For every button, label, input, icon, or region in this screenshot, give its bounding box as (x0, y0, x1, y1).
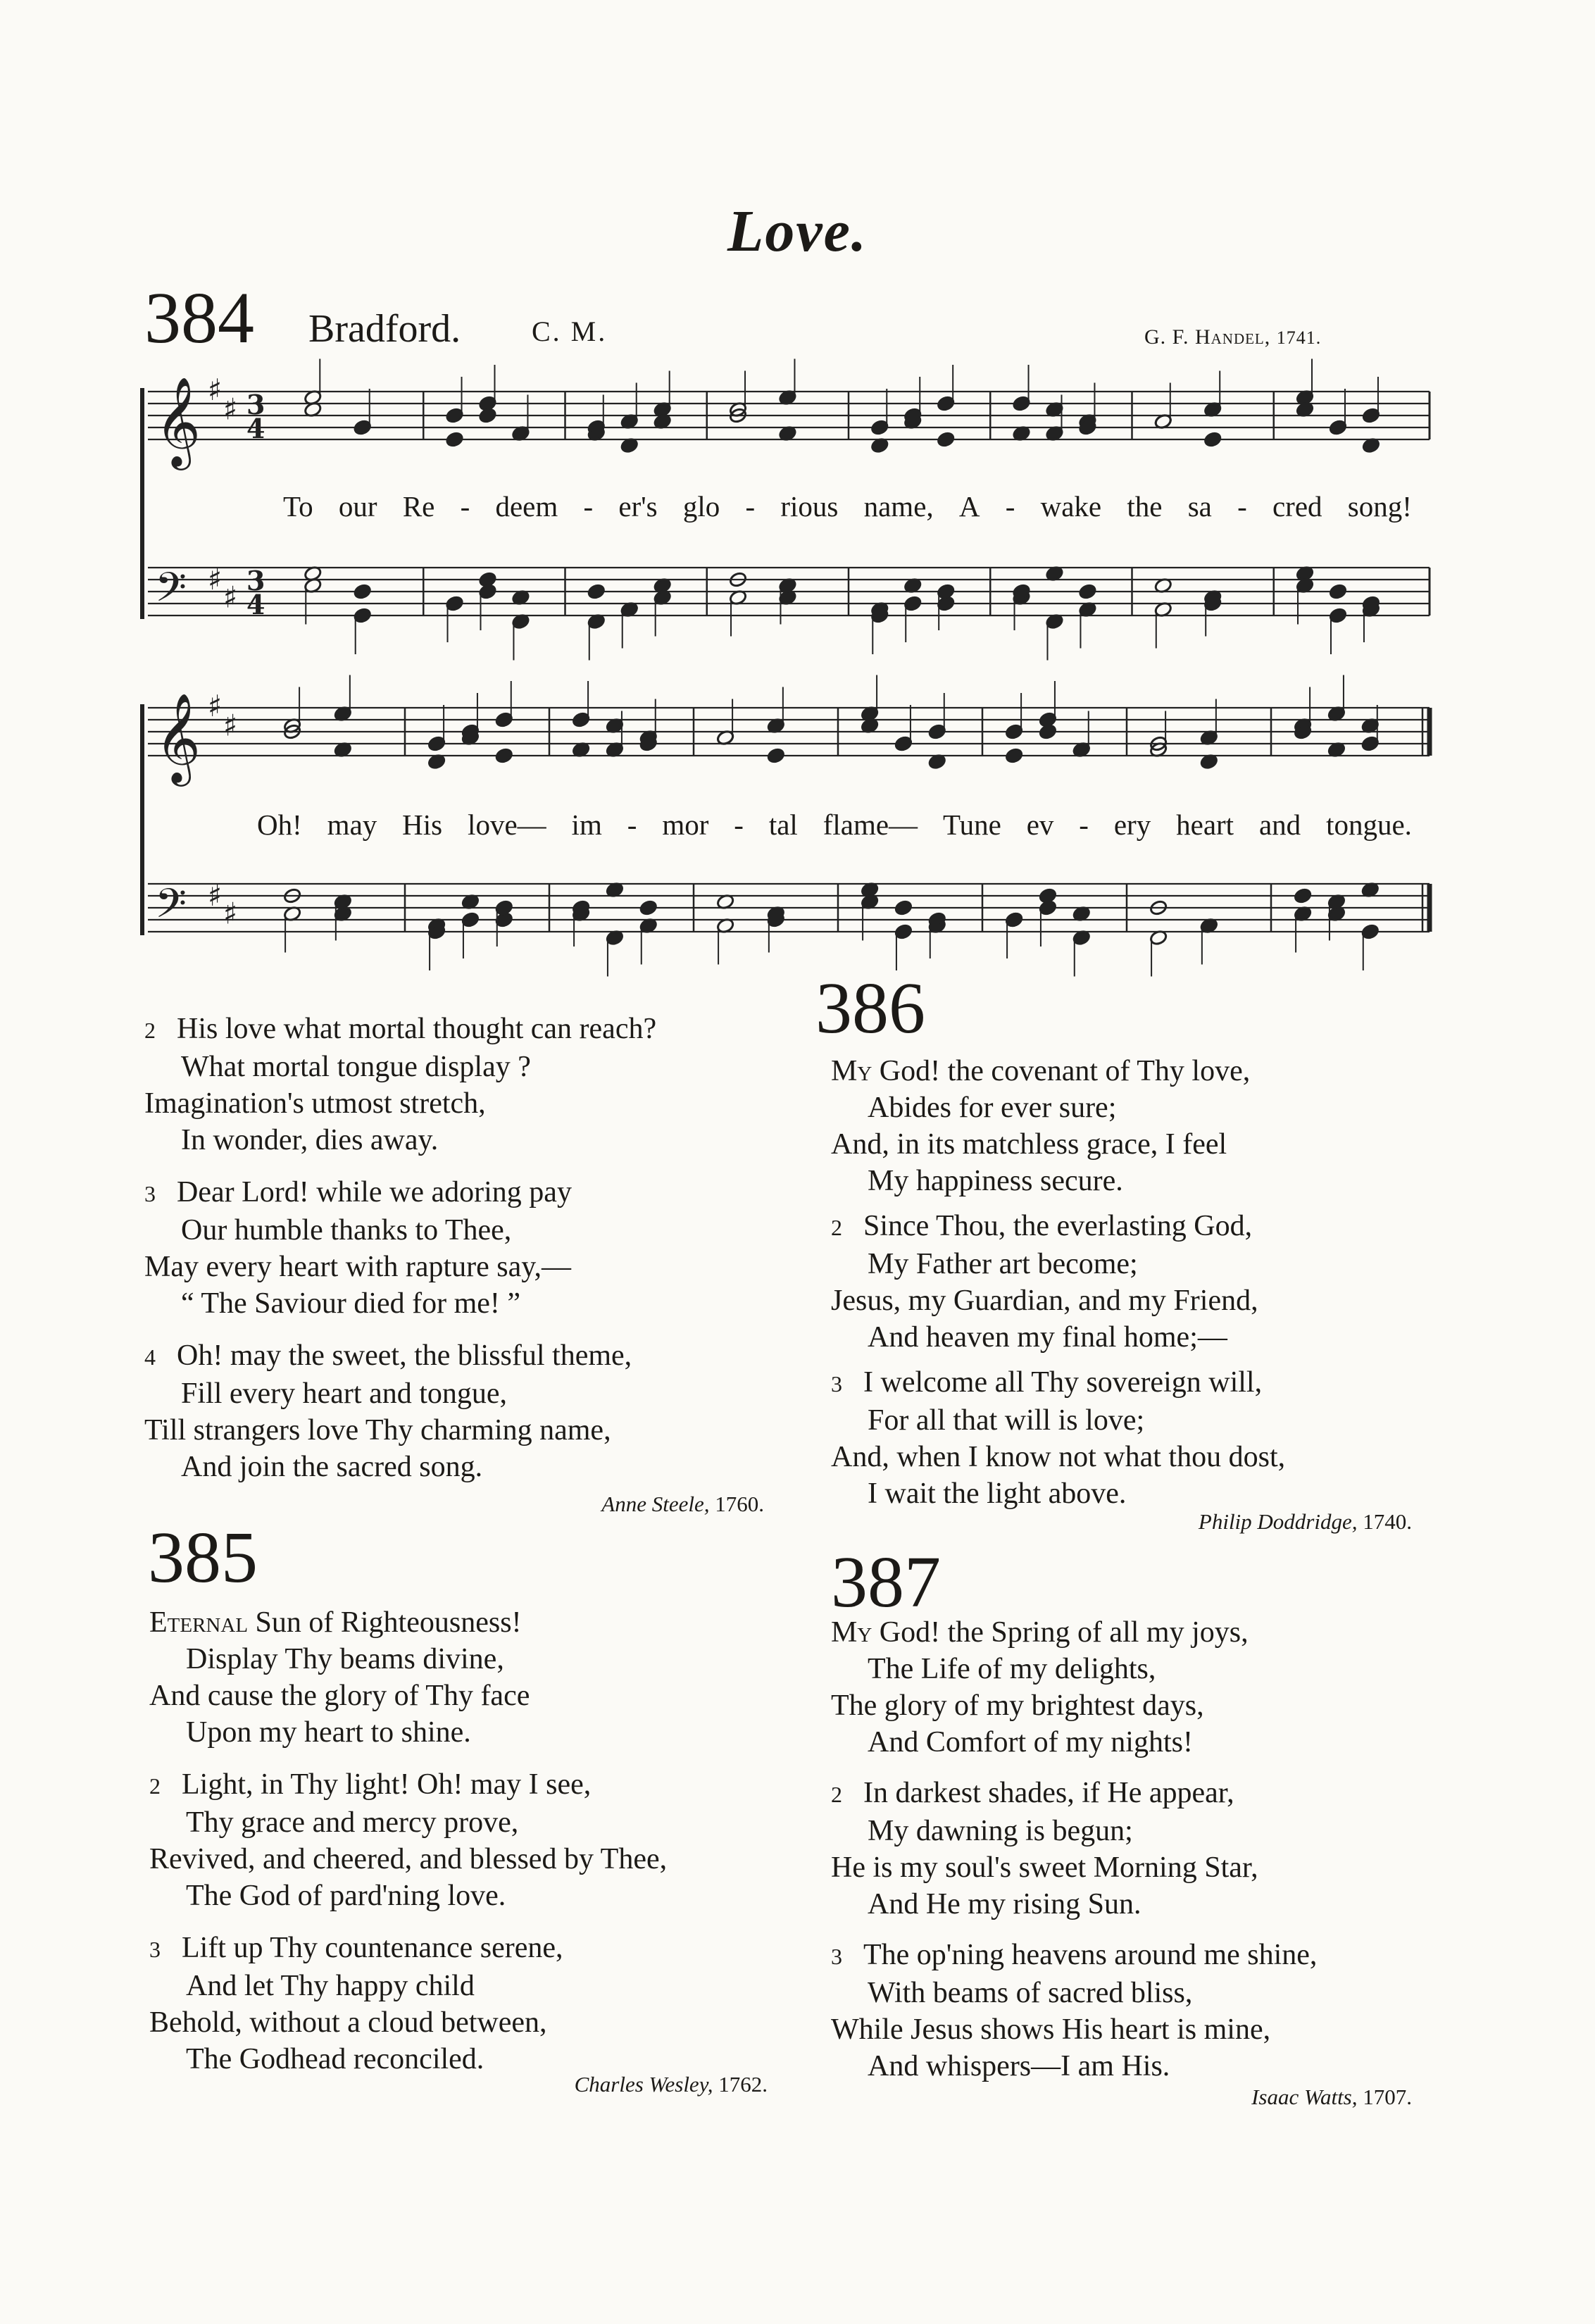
lyrics-line-1 (283, 489, 1412, 523)
page-title: Love. (727, 199, 868, 264)
verse-387-1 (831, 1614, 1317, 1761)
verse-line: And let Thy happy child (186, 1970, 475, 2002)
bass-note (1294, 887, 1313, 904)
composer-year: 1741. (1276, 327, 1322, 348)
bass-note (1329, 583, 1348, 600)
hymn-number-385: 385 (148, 1517, 258, 1598)
lyric-syllable: mor (662, 808, 709, 841)
verse-line: I wait the light above. (868, 1478, 1127, 1510)
treble-note (1005, 747, 1024, 764)
verse-line: Oh! may the sweet, the blissful theme, (177, 1339, 632, 1372)
verse-line: “ The Saviour died for me! ” (181, 1287, 521, 1320)
verse-line: God! the covenant of Thy love, (872, 1055, 1251, 1087)
attribution-386 (1056, 1509, 1412, 1535)
time-signature: 3 (246, 565, 265, 596)
author-year: 1740. (1363, 1509, 1412, 1534)
bass-note (353, 583, 372, 600)
verse-line: Display Thy beams divine, (186, 1643, 504, 1675)
hymn-387-verses (831, 1614, 1317, 2085)
verse-line: Behold, without a cloud between, (149, 2006, 547, 2039)
lyric-syllable: cred (1272, 490, 1322, 523)
meter: C. M. (532, 316, 608, 347)
lyric-syllable: - (627, 808, 637, 841)
verse-384-4 (144, 1337, 656, 1485)
lyric-syllable: Re (402, 490, 435, 523)
lyric-syllable: - (1079, 808, 1089, 841)
lyric-syllable: our (338, 490, 377, 523)
verse-number: 3 (831, 1371, 842, 1397)
verse-number: 3 (831, 1944, 842, 1969)
verse-line: The Godhead reconciled. (186, 2043, 484, 2075)
lyric-syllable: His (402, 808, 443, 841)
sharp-sign: ♯ (223, 580, 238, 615)
bass-clef: 𝄢 (155, 880, 187, 937)
verse-line: What mortal tongue display ? (181, 1051, 531, 1083)
treble-note (478, 407, 497, 424)
verse-line: Upon my heart to shine. (186, 1716, 471, 1749)
verse-line: Our humble thanks to Thee, (181, 1214, 512, 1247)
sharp-sign: ♯ (208, 373, 223, 407)
bass-note (894, 899, 913, 916)
lyric-syllable: To (283, 490, 313, 523)
verse-line: Till strangers love Thy charming name, (144, 1414, 611, 1447)
verse-line: Sun of Righteousness! (248, 1606, 522, 1639)
verse-line: The Life of my delights, (868, 1653, 1156, 1685)
verse-387-2 (831, 1775, 1317, 1923)
hymn-number-384: 384 (144, 277, 254, 358)
attribution-387 (1056, 2085, 1412, 2110)
lyric-syllable: ery (1113, 808, 1151, 841)
lyrics-line-2 (257, 808, 1412, 842)
lyric-syllable: tal (768, 808, 798, 841)
verse-line: And heaven my final home;— (868, 1321, 1227, 1354)
lyric-syllable: glo (682, 490, 720, 523)
verse-line: Imagination's utmost stretch, (144, 1087, 486, 1120)
verse-line: And, in its matchless grace, I feel (831, 1128, 1227, 1161)
time-signature: 4 (246, 589, 265, 620)
verse-386-2 (831, 1208, 1285, 1356)
bass-note (1078, 583, 1097, 600)
verse-line: In darkest shades, if He appear, (863, 1777, 1234, 1809)
lyric-syllable: deem (495, 490, 558, 523)
hymn-number-386: 386 (815, 968, 925, 1049)
verse-line: May every heart with rapture say,— (144, 1251, 572, 1283)
time-signature: 4 (246, 413, 265, 444)
lyric-syllable: A (958, 490, 980, 523)
verse-line: Light, in Thy light! Oh! may I see, (182, 1768, 592, 1801)
verse-line: And cause the glory of Thy face (149, 1680, 530, 1712)
treble-note (1039, 723, 1058, 740)
verse-385-1 (149, 1604, 667, 1751)
verse-384-2 (144, 1011, 656, 1158)
hymn-number-387: 387 (831, 1542, 941, 1623)
verse-line: The op'ning heavens around me shine, (863, 1939, 1318, 1971)
lyric-syllable: im (571, 808, 602, 841)
verse-line: Thy grace and mercy prove, (186, 1806, 519, 1839)
verse-line: In wonder, dies away. (181, 1124, 439, 1156)
verse-386-3 (831, 1364, 1285, 1512)
verse-line: For all that will is love; (868, 1404, 1145, 1437)
lyric-syllable: song! (1347, 490, 1412, 523)
sharp-sign: ♯ (208, 689, 223, 723)
composer-name: G. F. Handel, (1144, 325, 1271, 349)
verse-line: God! the Spring of all my joys, (872, 1616, 1249, 1649)
treble-note (766, 747, 785, 764)
verse-line: Dear Lord! while we adoring pay (177, 1176, 572, 1208)
treble-clef: 𝄞 (155, 376, 201, 466)
verse-number: 3 (149, 1937, 161, 1962)
hymn-385-verses (149, 1604, 667, 2078)
author-year: 1762. (718, 2072, 768, 2097)
hymn-386-verses (831, 1053, 1285, 1512)
verse-line: And whispers—I am His. (868, 2050, 1170, 2082)
treble-note (937, 431, 956, 448)
lyric-syllable: sa (1187, 490, 1212, 523)
author-name: Charles Wesley, (574, 2072, 713, 2097)
verse-number: 2 (831, 1782, 842, 1807)
lyric-syllable: heart (1176, 808, 1234, 841)
verse-line: My Father art become; (868, 1248, 1138, 1280)
verse-387-3 (831, 1937, 1317, 2085)
verse-number: 2 (144, 1018, 156, 1043)
lyric-syllable: - (745, 490, 756, 523)
lyric-syllable: ev (1026, 808, 1054, 841)
lyric-syllable: and (1258, 808, 1301, 841)
tune-name: Bradford. (308, 307, 461, 351)
lyric-syllable: wake (1040, 490, 1102, 523)
verse-number: 3 (144, 1181, 156, 1206)
bass-note (587, 583, 606, 600)
verse-line: Abides for ever sure; (868, 1092, 1117, 1124)
verse-number: 2 (149, 1773, 161, 1799)
treble-note (1203, 431, 1222, 448)
treble-note (445, 431, 464, 448)
verse-line: He is my soul's sweet Morning Star, (831, 1851, 1258, 1884)
verse-line: The glory of my brightest days, (831, 1689, 1204, 1722)
lyric-syllable: rious (780, 490, 839, 523)
author-name: Isaac Watts, (1251, 2085, 1358, 2109)
verse-line: And Comfort of my nights! (868, 1726, 1193, 1758)
lyric-syllable: the (1127, 490, 1163, 523)
attribution-385 (479, 2072, 768, 2097)
lyric-syllable: may (327, 808, 377, 841)
lyric-syllable: name, (863, 490, 934, 523)
attribution-384 (465, 1492, 764, 1517)
lyric-syllable: Tune (942, 808, 1001, 841)
verse-line: And He my rising Sun. (868, 1888, 1141, 1920)
lyric-syllable: love— (468, 808, 546, 841)
time-signature: 3 (246, 389, 265, 420)
lyric-syllable: - (734, 808, 744, 841)
verse-line: Lift up Thy countenance serene, (182, 1932, 563, 1964)
verse-line: Fill every heart and tongue, (181, 1377, 508, 1410)
first-word: My (831, 1055, 872, 1087)
verse-number: 4 (144, 1344, 156, 1370)
lyric-syllable: - (1005, 490, 1015, 523)
verse-line: My dawning is begun; (868, 1815, 1133, 1847)
verse-386-1 (831, 1053, 1285, 1199)
author-year: 1760. (715, 1492, 764, 1516)
verse-line: While Jesus shows His heart is mine, (831, 2013, 1271, 2046)
lyric-syllable: tongue. (1326, 808, 1412, 841)
treble-note (494, 747, 513, 764)
bass-note (639, 899, 658, 916)
lyric-syllable: flame— (822, 808, 918, 841)
author-year: 1707. (1363, 2085, 1412, 2109)
bass-clef: 𝄢 (155, 563, 187, 621)
sharp-sign: ♯ (223, 392, 238, 427)
verse-line: And join the sacred song. (181, 1451, 483, 1483)
sharp-sign: ♯ (223, 708, 238, 743)
author-name: Philip Doddridge, (1198, 1509, 1358, 1534)
first-word: Eternal (149, 1606, 249, 1639)
hymn-384-verses (144, 1011, 656, 1485)
lyric-syllable: - (583, 490, 594, 523)
verse-line: And, when I know not what thou dost, (831, 1441, 1286, 1473)
verse-line: I welcome all Thy sovereign will, (863, 1366, 1263, 1399)
verse-line: The God of pard'ning love. (186, 1880, 506, 1912)
verse-384-3 (144, 1174, 656, 1322)
author-name: Anne Steele, (601, 1492, 710, 1516)
sharp-sign: ♯ (223, 896, 238, 931)
sharp-sign: ♯ (208, 878, 223, 913)
lyric-syllable: - (1237, 490, 1247, 523)
first-word: My (831, 1616, 872, 1649)
verse-line: With beams of sacred bliss, (868, 1977, 1193, 2009)
sharp-sign: ♯ (208, 562, 223, 596)
lyric-syllable: er's (618, 490, 658, 523)
verse-385-2 (149, 1766, 667, 1914)
verse-line: His love what mortal thought can reach? (177, 1013, 657, 1045)
verse-line: My happiness secure. (868, 1165, 1123, 1197)
verse-line: Since Thou, the everlasting God, (863, 1210, 1253, 1242)
treble-clef: 𝄞 (155, 692, 201, 782)
verse-line: Jesus, my Guardian, and my Friend, (831, 1285, 1258, 1317)
lyric-syllable: - (460, 490, 470, 523)
verse-number: 2 (831, 1215, 842, 1240)
verse-385-3 (149, 1930, 667, 2078)
lyric-syllable: Oh! (257, 808, 302, 841)
verse-line: Revived, and cheered, and blessed by Thee, (149, 1843, 668, 1875)
